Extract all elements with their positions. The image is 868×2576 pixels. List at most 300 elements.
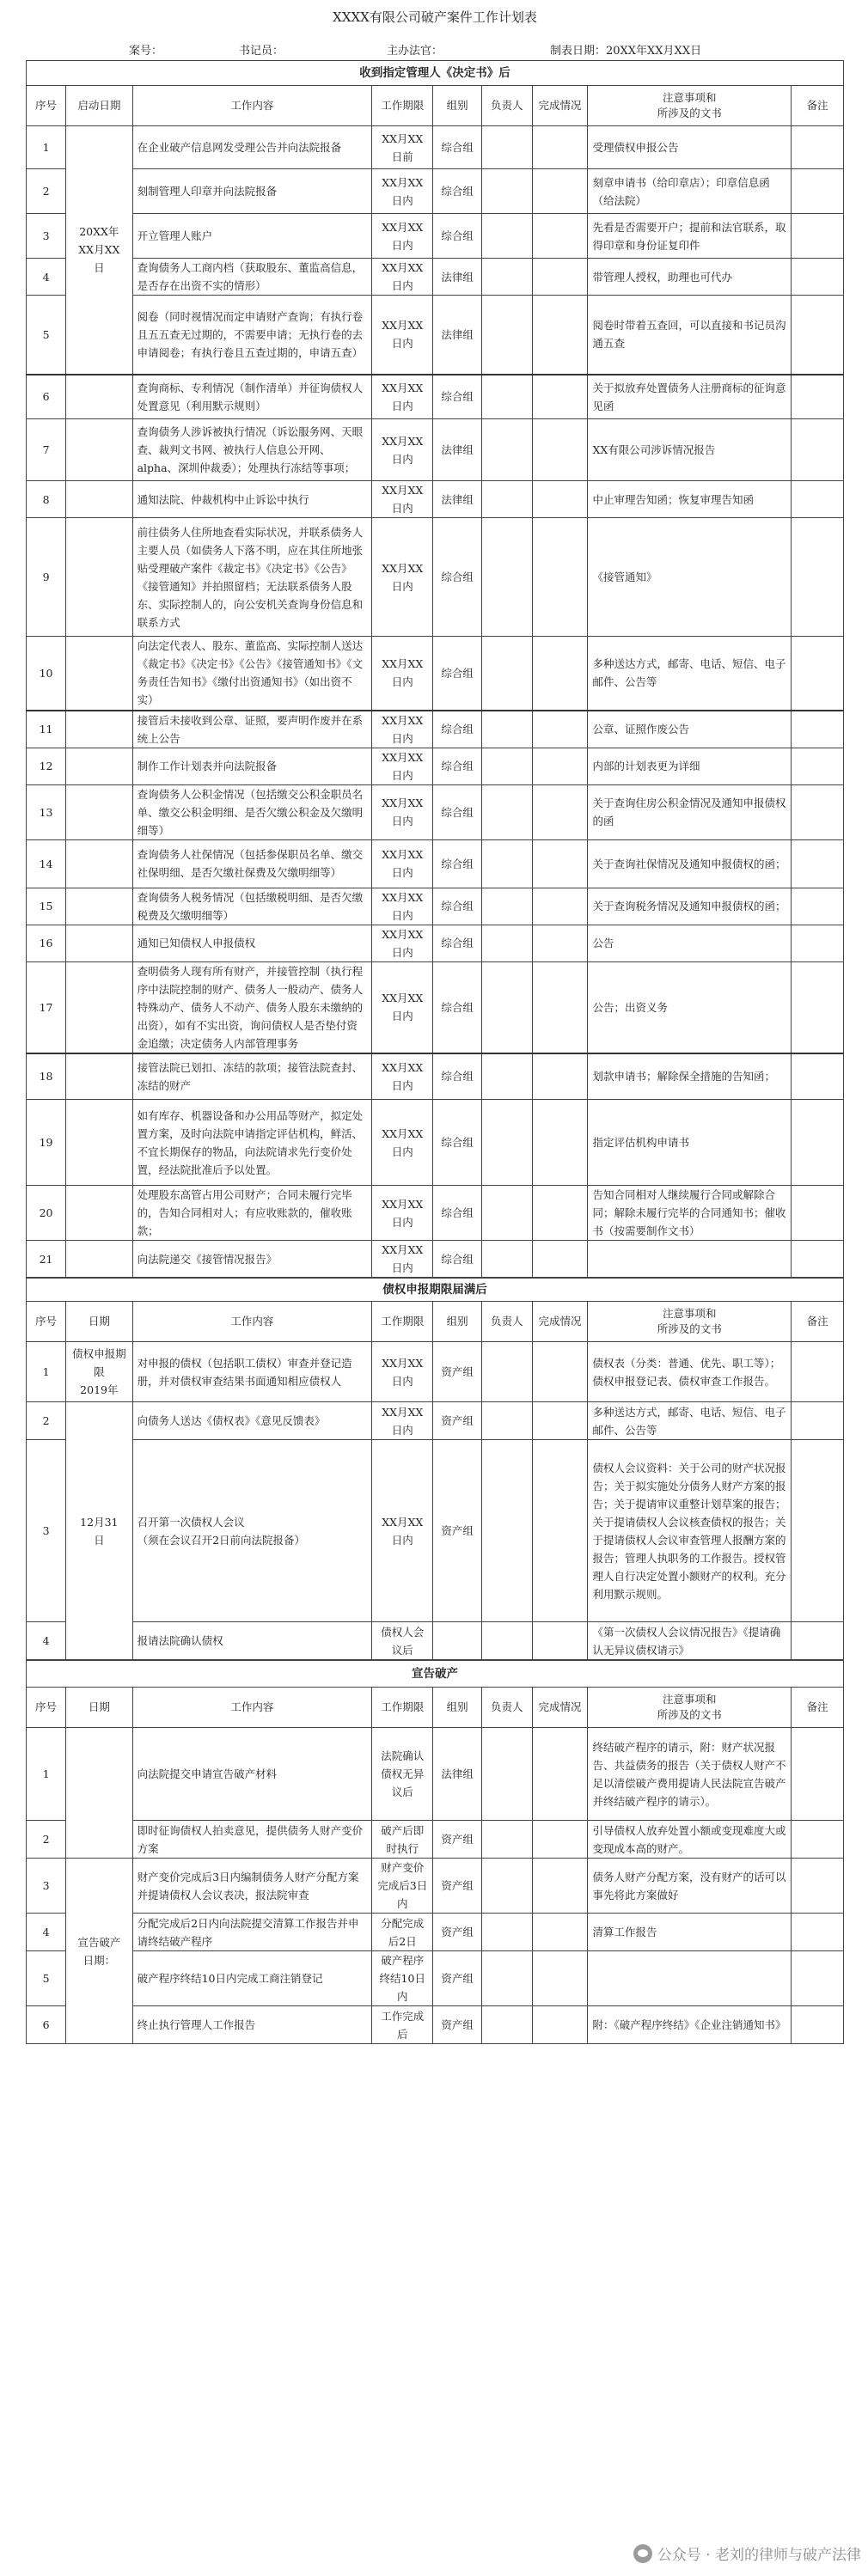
remark bbox=[792, 888, 844, 925]
wechat-icon bbox=[633, 2544, 652, 2563]
date-cell bbox=[66, 1100, 133, 1186]
group: 资产组 bbox=[433, 1821, 482, 1859]
notes: 债权表（分类：普通、优先、职工等）；债权申报登记表、债权审查工作报告。 bbox=[588, 1342, 792, 1402]
remark bbox=[792, 925, 844, 961]
status bbox=[532, 925, 588, 961]
status bbox=[532, 1951, 588, 2006]
work-content: 处理股东高管占用公司财产；合同未履行完毕的，告知合同相对人；有应收账款的，催收账款； bbox=[132, 1186, 372, 1241]
notes: 划款申请书；解除保全措施的告知函； bbox=[588, 1053, 792, 1100]
work-content: 制作工作计划表并向法院报备 bbox=[132, 748, 372, 784]
section-table bbox=[26, 1278, 844, 1660]
work-content: 在企业破产信息网发受理公告并向法院报备 bbox=[132, 126, 372, 169]
owner bbox=[481, 1053, 532, 1100]
notes: 清算工作报告 bbox=[588, 1914, 792, 1951]
row-number: 17 bbox=[27, 961, 66, 1053]
row-number: 16 bbox=[27, 925, 66, 961]
deadline: XX月XX日内 bbox=[372, 1053, 433, 1100]
work-content: 分配完成后2日内向法院提交清算工作报告并申请终结破产程序 bbox=[132, 1914, 372, 1951]
owner bbox=[481, 925, 532, 961]
date-cell bbox=[66, 1241, 133, 1278]
status bbox=[532, 748, 588, 784]
row-number: 19 bbox=[27, 1100, 66, 1186]
deadline: XX月XX日内 bbox=[372, 169, 433, 214]
date-label: 制表日期：20XX年XX月XX日 bbox=[550, 45, 702, 58]
work-content: 阅卷（同时视情况而定申请财产查询；有执行卷且五五查无过期的，不需要申请；无执行卷的去申请阅卷；有执行卷且五查过期的，申请五查） bbox=[132, 296, 372, 375]
status bbox=[532, 1100, 588, 1186]
table-row bbox=[27, 1859, 844, 1914]
table-row bbox=[27, 839, 844, 888]
header-row bbox=[27, 86, 844, 126]
owner bbox=[481, 1859, 532, 1914]
status bbox=[532, 481, 588, 518]
section-title: 宣告破产 bbox=[27, 1661, 844, 1688]
status bbox=[532, 518, 588, 637]
owner bbox=[481, 126, 532, 169]
group: 综合组 bbox=[433, 888, 482, 925]
table-row bbox=[27, 126, 844, 169]
row-number: 8 bbox=[27, 481, 66, 518]
table-row bbox=[27, 1914, 844, 1951]
start-date: 20XX年 XX月XX 日 bbox=[66, 126, 133, 375]
owner bbox=[481, 711, 532, 748]
column-header-deadline: 工作期限 bbox=[372, 1302, 433, 1342]
column-header-remark: 备注 bbox=[792, 86, 844, 126]
notes: 债权人会议资料：关于公司的财产状况报告；关于拟实施处分债务人财产方案的报告；关于提请审议重整计划草案的报告；关于提请债权人会议核查债权的报告；关于提请债权人会议审查管理人报酬方案的报告；管理人执职务的工作报告。授权管理人自行决定处置小额财产的权利。充分利用默示规则。 bbox=[588, 1440, 792, 1622]
group: 资产组 bbox=[433, 1859, 482, 1914]
status bbox=[532, 1241, 588, 1278]
date-cell bbox=[66, 375, 133, 419]
work-content: 查询债务人公积金情况（包括缴交公积金职员名单、缴交公积金明细、是否欠缴公积金及欠缴明细等） bbox=[132, 784, 372, 839]
date-cell bbox=[66, 1186, 133, 1241]
status bbox=[532, 375, 588, 419]
notes: 关于查询住房公积金情况及通知申报债权的函 bbox=[588, 784, 792, 839]
work-content: 终止执行管理人工作报告 bbox=[132, 2006, 372, 2044]
header-row bbox=[27, 1688, 844, 1728]
row-number: 1 bbox=[27, 1342, 66, 1402]
status bbox=[532, 1859, 588, 1914]
work-content: 如有库存、机器设备和办公用品等财产，拟定处置方案，及时向法院申请指定评估机构，鲜活、不宜长期保存的物品，向法院请求先行变价处置，经法院批准后予以处置。 bbox=[132, 1100, 372, 1186]
work-content: 接管法院已划扣、冻结的款项；接管法院查封、冻结的财产 bbox=[132, 1053, 372, 1100]
group: 法律组 bbox=[433, 419, 482, 481]
date-cell bbox=[66, 784, 133, 839]
work-content: 通知已知债权人申报债权 bbox=[132, 925, 372, 961]
row-number: 3 bbox=[27, 214, 66, 259]
table-row bbox=[27, 1440, 844, 1622]
date-cell: 债权申报期限 2019年 bbox=[66, 1342, 133, 1402]
remark bbox=[792, 711, 844, 748]
remark bbox=[792, 259, 844, 296]
page-title: XXXX有限公司破产案件工作计划表 bbox=[333, 9, 537, 25]
notes: 先看是否需要开户；提前和法官联系，取得印章和身份证复印件 bbox=[588, 214, 792, 259]
section-title: 债权申报期限届满后 bbox=[27, 1279, 844, 1302]
row-number: 2 bbox=[27, 1402, 66, 1440]
work-content: 查询商标、专利情况（制作清单）并征询债权人处置意见（利用默示规则） bbox=[132, 375, 372, 419]
column-header-notes: 注意事项和 所涉及的文书 bbox=[588, 1302, 792, 1342]
column-header-work: 工作内容 bbox=[132, 1688, 372, 1728]
deadline: XX月XX日内 bbox=[372, 1440, 433, 1622]
table-row bbox=[27, 748, 844, 784]
owner bbox=[481, 1100, 532, 1186]
group: 综合组 bbox=[433, 1241, 482, 1278]
deadline: XX月XX日内 bbox=[372, 296, 433, 375]
status bbox=[532, 1342, 588, 1402]
date-cell bbox=[66, 637, 133, 711]
remark bbox=[792, 1821, 844, 1859]
row-number: 3 bbox=[27, 1440, 66, 1622]
group: 法律组 bbox=[433, 1728, 482, 1821]
column-header-group: 组别 bbox=[433, 1688, 482, 1728]
group: 资产组 bbox=[433, 2006, 482, 2044]
column-header-date_b: 日期 bbox=[66, 1302, 133, 1342]
row-number: 7 bbox=[27, 419, 66, 481]
owner bbox=[481, 481, 532, 518]
deadline: XX月XX日内 bbox=[372, 748, 433, 784]
date-cell bbox=[66, 419, 133, 481]
clerk-label: 书记员： bbox=[239, 45, 284, 58]
deadline: XX月XX日内 bbox=[372, 961, 433, 1053]
deadline: XX月XX日内 bbox=[372, 784, 433, 839]
status bbox=[532, 126, 588, 169]
group: 资产组 bbox=[433, 1440, 482, 1622]
table-row bbox=[27, 1402, 844, 1440]
judge-label: 主办法官： bbox=[387, 45, 443, 58]
remark bbox=[792, 1859, 844, 1914]
group: 资产组 bbox=[433, 1914, 482, 1951]
table-row bbox=[27, 259, 844, 296]
work-content: 接管后未接收到公章、证照，要声明作废并在系统上公告 bbox=[132, 711, 372, 748]
remark bbox=[792, 839, 844, 888]
deadline: XX月XX日内 bbox=[372, 1342, 433, 1402]
remark bbox=[792, 375, 844, 419]
group: 综合组 bbox=[433, 1186, 482, 1241]
remark bbox=[792, 784, 844, 839]
notes: XX有限公司涉诉情况报告 bbox=[588, 419, 792, 481]
row-number: 11 bbox=[27, 711, 66, 748]
notes: 内部的计划表更为详细 bbox=[588, 748, 792, 784]
owner bbox=[481, 419, 532, 481]
table-row bbox=[27, 1622, 844, 1660]
column-header-status: 完成情况 bbox=[532, 1302, 588, 1342]
date-cell: 12月31 日 bbox=[66, 1402, 133, 1660]
table-row bbox=[27, 961, 844, 1053]
deadline: XX月XX日内 bbox=[372, 419, 433, 481]
remark bbox=[792, 296, 844, 375]
group: 综合组 bbox=[433, 169, 482, 214]
notes: 带管理人授权，助理也可代办 bbox=[588, 259, 792, 296]
table-row bbox=[27, 481, 844, 518]
notes: 《接管通知》 bbox=[588, 518, 792, 637]
notes: 附：《破产程序终结》《企业注销通知书》 bbox=[588, 2006, 792, 2044]
plan-tables bbox=[26, 60, 844, 2044]
date-cell bbox=[66, 748, 133, 784]
group: 资产组 bbox=[433, 1342, 482, 1402]
date-cell bbox=[66, 711, 133, 748]
table-row bbox=[27, 1821, 844, 1859]
status bbox=[532, 1914, 588, 1951]
watermark bbox=[633, 2542, 861, 2564]
table-row bbox=[27, 1100, 844, 1186]
status bbox=[532, 2006, 588, 2044]
group: 法律组 bbox=[433, 296, 482, 375]
owner bbox=[481, 961, 532, 1053]
work-content: 即时征询债权人拍卖意见，提供债务人财产变价方案 bbox=[132, 1821, 372, 1859]
deadline: XX月XX日前 bbox=[372, 126, 433, 169]
status bbox=[532, 961, 588, 1053]
column-header-date_a: 启动日期 bbox=[66, 86, 133, 126]
deadline: XX月XX日内 bbox=[372, 259, 433, 296]
owner bbox=[481, 1951, 532, 2006]
date-cell bbox=[66, 518, 133, 637]
deadline: XX月XX日内 bbox=[372, 925, 433, 961]
date-cell bbox=[66, 961, 133, 1053]
row-number: 15 bbox=[27, 888, 66, 925]
deadline: 分配完成后2日 bbox=[372, 1914, 433, 1951]
notes: 债务人财产分配方案，没有财产的话可以事先将此方案做好 bbox=[588, 1859, 792, 1914]
owner bbox=[481, 1440, 532, 1622]
work-content: 查明债务人现有所有财产，并接管控制（执行程序中法院控制的财产、债务人一般动产、债务人特殊动产、债务人不动产、债务人股东未缴纳的出资），如有不实出资，询问债权人是否垫付资金追缴；决定债务人内部管理事务 bbox=[132, 961, 372, 1053]
row-number: 4 bbox=[27, 1914, 66, 1951]
table-row bbox=[27, 711, 844, 748]
group: 综合组 bbox=[433, 375, 482, 419]
table-row bbox=[27, 784, 844, 839]
owner bbox=[481, 1241, 532, 1278]
deadline: XX月XX日内 bbox=[372, 839, 433, 888]
deadline: XX月XX日内 bbox=[372, 637, 433, 711]
owner bbox=[481, 296, 532, 375]
group: 综合组 bbox=[433, 748, 482, 784]
group: 资产组 bbox=[433, 1402, 482, 1440]
notes: 多种送达方式，邮寄、电话、短信、电子邮件、公告等 bbox=[588, 1402, 792, 1440]
row-number: 4 bbox=[27, 1622, 66, 1660]
column-header-no: 序号 bbox=[27, 1688, 66, 1728]
row-number: 12 bbox=[27, 748, 66, 784]
group: 法律组 bbox=[433, 259, 482, 296]
row-number: 6 bbox=[27, 375, 66, 419]
status bbox=[532, 1821, 588, 1859]
work-content: 查询债务人涉诉被执行情况（诉讼服务网、天眼查、裁判文书网、被执行人信息公开网、alpha、深圳仲裁委）；处理执行冻结等事项； bbox=[132, 419, 372, 481]
status bbox=[532, 1440, 588, 1622]
row-number: 5 bbox=[27, 1951, 66, 2006]
group: 综合组 bbox=[433, 1100, 482, 1186]
row-number: 2 bbox=[27, 169, 66, 214]
owner bbox=[481, 214, 532, 259]
remark bbox=[792, 961, 844, 1053]
owner bbox=[481, 888, 532, 925]
notes: 指定评估机构申请书 bbox=[588, 1100, 792, 1186]
group: 综合组 bbox=[433, 214, 482, 259]
status bbox=[532, 1622, 588, 1660]
status bbox=[532, 1402, 588, 1440]
status bbox=[532, 637, 588, 711]
row-number: 6 bbox=[27, 2006, 66, 2044]
column-header-no: 序号 bbox=[27, 86, 66, 126]
column-header-no: 序号 bbox=[27, 1302, 66, 1342]
work-content: 向法定代表人、股东、董监高、实际控制人送达《裁定书》《决定书》《公告》《接管通知书》《文务责任告知书》《缴付出资通知书》（如出资不实） bbox=[132, 637, 372, 711]
owner bbox=[481, 1342, 532, 1402]
document bbox=[26, 0, 844, 60]
group: 综合组 bbox=[433, 1053, 482, 1100]
table-row bbox=[27, 2006, 844, 2044]
column-header-remark: 备注 bbox=[792, 1302, 844, 1342]
notes: 关于查询社保情况及通知申报债权的函； bbox=[588, 839, 792, 888]
deadline: XX月XX日内 bbox=[372, 1241, 433, 1278]
remark bbox=[792, 637, 844, 711]
group: 综合组 bbox=[433, 126, 482, 169]
column-header-work: 工作内容 bbox=[132, 1302, 372, 1342]
group: 资产组 bbox=[433, 1951, 482, 2006]
column-header-owner: 负责人 bbox=[481, 86, 532, 126]
table-row bbox=[27, 1951, 844, 2006]
owner bbox=[481, 1402, 532, 1440]
status bbox=[532, 1728, 588, 1821]
remark bbox=[792, 1622, 844, 1660]
status bbox=[532, 888, 588, 925]
work-content: 开立管理人账户 bbox=[132, 214, 372, 259]
work-content: 财产变价完成后3日内编制债务人财产分配方案并提请债权人会议表决，报法院审查 bbox=[132, 1859, 372, 1914]
remark bbox=[792, 1186, 844, 1241]
status bbox=[532, 784, 588, 839]
group: 综合组 bbox=[433, 784, 482, 839]
work-content: 对申报的债权（包括职工债权）审查并登记造册，并对债权审查结果书面通知相应债权人 bbox=[132, 1342, 372, 1402]
notes: 公告 bbox=[588, 925, 792, 961]
status bbox=[532, 214, 588, 259]
row-number: 18 bbox=[27, 1053, 66, 1100]
remark bbox=[792, 481, 844, 518]
group: 综合组 bbox=[433, 518, 482, 637]
group: 综合组 bbox=[433, 925, 482, 961]
deadline: XX月XX日内 bbox=[372, 888, 433, 925]
row-number: 4 bbox=[27, 259, 66, 296]
date-cell bbox=[66, 1053, 133, 1100]
work-content: 查询债务人税务情况（包括缴税明细、是否欠缴税费及欠缴明细等） bbox=[132, 888, 372, 925]
owner bbox=[481, 1186, 532, 1241]
status bbox=[532, 839, 588, 888]
deadline: XX月XX日内 bbox=[372, 481, 433, 518]
notes: 引导债权人放弃处置小额或变现难度大或变现成本高的财产。 bbox=[588, 1821, 792, 1859]
remark bbox=[792, 1440, 844, 1622]
notes: 公告；出资义务 bbox=[588, 961, 792, 1053]
notes: 终结破产程序的请示，附：财产状况报告、共益债务的报告（关于债权人财产不足以清偿破产费用提请人民法院宣告破产并终结破产程序的请示）。 bbox=[588, 1728, 792, 1821]
date-cell bbox=[66, 839, 133, 888]
row-number: 20 bbox=[27, 1186, 66, 1241]
notes: 刻章申请书（给印章店）；印章信息函（给法院） bbox=[588, 169, 792, 214]
owner bbox=[481, 637, 532, 711]
watermark-text: 公众号 · 老刘的律师与破产法律 bbox=[657, 2547, 861, 2564]
owner bbox=[481, 784, 532, 839]
work-content: 查询债务人社保情况（包括参保职员名单、缴交社保明细、是否欠缴社保费及欠缴明细等） bbox=[132, 839, 372, 888]
remark bbox=[792, 518, 844, 637]
notes: 关于拟放弃处置债务人注册商标的征询意见函 bbox=[588, 375, 792, 419]
deadline: 工作完成后 bbox=[372, 2006, 433, 2044]
header-row bbox=[27, 1302, 844, 1342]
deadline: XX月XX日内 bbox=[372, 518, 433, 637]
case-no-label: 案号： bbox=[129, 45, 163, 58]
owner bbox=[481, 375, 532, 419]
section-table bbox=[26, 1660, 844, 2044]
column-header-deadline: 工作期限 bbox=[372, 86, 433, 126]
work-content: 报请法院确认债权 bbox=[132, 1622, 372, 1660]
column-header-notes: 注意事项和 所涉及的文书 bbox=[588, 86, 792, 126]
row-number: 3 bbox=[27, 1859, 66, 1914]
group: 综合组 bbox=[433, 637, 482, 711]
remark bbox=[792, 1728, 844, 1821]
work-content: 向债务人送达《债权表》《意见反馈表》 bbox=[132, 1402, 372, 1440]
work-content: 查询债务人工商内档（获取股东、董监高信息，是否存在出资不实的情形） bbox=[132, 259, 372, 296]
column-header-group: 组别 bbox=[433, 1302, 482, 1342]
group: 综合组 bbox=[433, 711, 482, 748]
status bbox=[532, 1186, 588, 1241]
table-row bbox=[27, 1186, 844, 1241]
remark bbox=[792, 1241, 844, 1278]
group bbox=[433, 1622, 482, 1660]
date-cell bbox=[66, 888, 133, 925]
row-number: 14 bbox=[27, 839, 66, 888]
owner bbox=[481, 1914, 532, 1951]
deadline: 破产后即时执行 bbox=[372, 1821, 433, 1859]
date-cell bbox=[66, 925, 133, 961]
date-cell bbox=[66, 1728, 133, 1859]
remark bbox=[792, 126, 844, 169]
owner bbox=[481, 1728, 532, 1821]
group: 法律组 bbox=[433, 481, 482, 518]
deadline: 法院确认债权无异议后 bbox=[372, 1728, 433, 1821]
row-number: 2 bbox=[27, 1821, 66, 1859]
status bbox=[532, 169, 588, 214]
deadline: XX月XX日内 bbox=[372, 1402, 433, 1440]
notes: 公章、证照作废公告 bbox=[588, 711, 792, 748]
table-row bbox=[27, 419, 844, 481]
owner bbox=[481, 1622, 532, 1660]
table-row bbox=[27, 296, 844, 375]
remark bbox=[792, 1100, 844, 1186]
status bbox=[532, 296, 588, 375]
table-row bbox=[27, 1053, 844, 1100]
row-number: 5 bbox=[27, 296, 66, 375]
remark bbox=[792, 1053, 844, 1100]
row-number: 9 bbox=[27, 518, 66, 637]
remark bbox=[792, 1951, 844, 2006]
section-title: 收到指定管理人《决定书》后 bbox=[27, 61, 844, 86]
table-row bbox=[27, 1728, 844, 1821]
deadline: XX月XX日内 bbox=[372, 375, 433, 419]
date-cell bbox=[66, 481, 133, 518]
deadline: XX月XX日内 bbox=[372, 214, 433, 259]
row-number: 1 bbox=[27, 1728, 66, 1821]
deadline: 财产变价完成后3日内 bbox=[372, 1859, 433, 1914]
row-number: 1 bbox=[27, 126, 66, 169]
deadline: 破产程序终结10日内 bbox=[372, 1951, 433, 2006]
table-row bbox=[27, 888, 844, 925]
notes bbox=[588, 1951, 792, 2006]
table-row bbox=[27, 169, 844, 214]
deadline: XX月XX日内 bbox=[372, 1100, 433, 1186]
remark bbox=[792, 1402, 844, 1440]
row-number: 10 bbox=[27, 637, 66, 711]
owner bbox=[481, 259, 532, 296]
remark bbox=[792, 2006, 844, 2044]
column-header-owner: 负责人 bbox=[481, 1302, 532, 1342]
notes: 多种送达方式，邮寄、电话、短信、电子邮件、公告等 bbox=[588, 637, 792, 711]
section-table bbox=[26, 60, 844, 1278]
notes: 中止审理告知函；恢复审理告知函 bbox=[588, 481, 792, 518]
remark bbox=[792, 1342, 844, 1402]
work-content: 前往债务人住所地查看实际状况，并联系债务人主要人员（如债务人下落不明，应在其住所地张贴受理破产案件《裁定书》《决定书》《公告》《接管通知》并拍照留档；无法联系债务人股东、实际控制人的，向公安机关查询身份信息和联系方式 bbox=[132, 518, 372, 637]
table-row bbox=[27, 925, 844, 961]
work-content: 向法院递交《接管情况报告》 bbox=[132, 1241, 372, 1278]
owner bbox=[481, 169, 532, 214]
status bbox=[532, 259, 588, 296]
owner bbox=[481, 748, 532, 784]
